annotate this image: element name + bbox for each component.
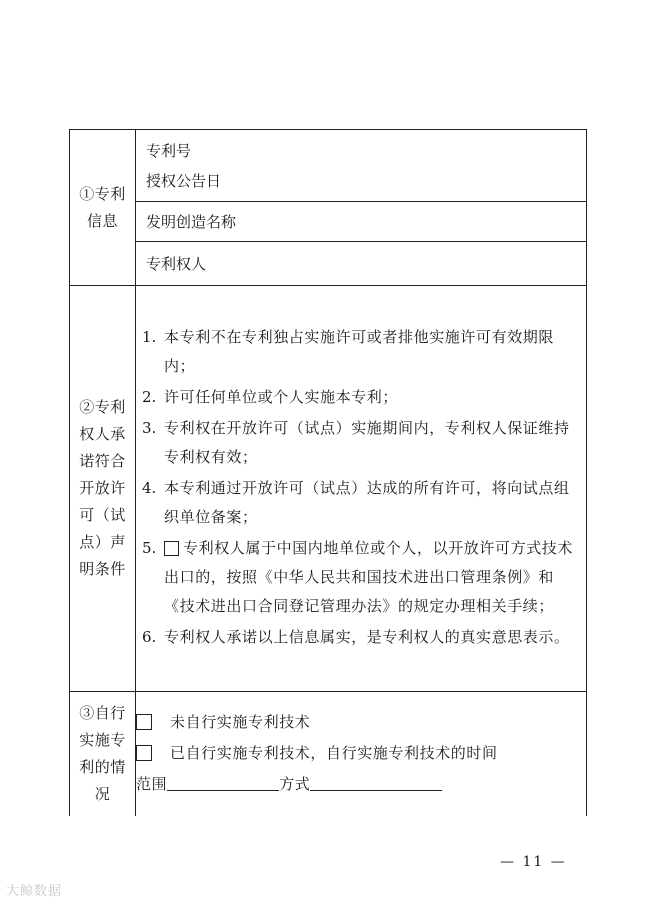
label-line: 信息 [86, 211, 118, 230]
item-text-with-checkbox [164, 534, 576, 621]
patent-number-grant-date-cell[interactable] [136, 130, 587, 202]
label-line: 明条件 [79, 560, 126, 578]
invention-name-cell[interactable] [136, 202, 587, 242]
label-line: 诺符合 [79, 452, 126, 470]
label-line: 权人承 [79, 425, 126, 443]
method-blank-field[interactable] [310, 776, 442, 791]
item-number: 4. [142, 479, 157, 497]
item-text: 许可任何单位或个人实施本专利； [164, 388, 399, 406]
list-item [142, 623, 576, 652]
item-number: 1. [142, 328, 157, 346]
label-line: ①专利 [79, 184, 126, 203]
label-line: 利的情 [79, 757, 126, 776]
item-text: 专利权在开放许可（试点）实施期间内，专利权人保证维持专利权有效； [164, 419, 570, 466]
list-item [142, 474, 576, 532]
list-item [142, 414, 576, 472]
license-declaration-form [69, 129, 587, 816]
option-implemented [136, 738, 586, 769]
item-number: 2. [142, 388, 157, 406]
label-line: ③自行 [79, 703, 126, 722]
label-line: 可（试 [79, 506, 126, 524]
patentee-label: 专利权人 [146, 254, 207, 273]
item-text: 专利权人属于中国内地单位或个人，以开放许可方式技术出口的，按照《中华人民共和国技术进出口管理条例》和《技术进出口合同登记管理办法》的规定办理相关手续； [164, 539, 574, 615]
item-text: 本专利通过开放许可（试点）达成的所有许可，将向试点组织单位备案； [164, 479, 570, 526]
list-item [142, 534, 576, 621]
option-label: 已自行实施专利技术，自行实施专利技术的时间 [170, 744, 498, 763]
declaration-label [70, 286, 136, 692]
not-implemented-checkbox[interactable] [136, 714, 152, 730]
self-implementation-label [70, 692, 136, 816]
item-number: 5. [142, 539, 157, 557]
item-text: 本专利不在专利独占实施许可或者排他实施许可有效期限内； [164, 328, 555, 375]
watermark-text: 大鲸数据 [6, 884, 63, 899]
label-line: 开放许 [79, 479, 126, 497]
self-implementation-cell [136, 692, 587, 816]
item-number: 3. [142, 419, 157, 437]
label-line: 实施专 [79, 730, 126, 749]
patentee-cell[interactable] [136, 242, 587, 286]
label-line: 点）声 [79, 533, 126, 551]
grant-date-label: 授权公告日 [146, 171, 222, 190]
list-item [142, 323, 576, 381]
item-number: 6. [142, 628, 157, 646]
scope-method-row [136, 769, 586, 800]
option-not-implemented [136, 707, 586, 738]
scope-blank-field[interactable] [167, 776, 279, 791]
label-line: 况 [94, 784, 111, 803]
option-label: 未自行实施专利技术 [170, 713, 311, 732]
page-number: — 11 — [500, 854, 567, 870]
method-label: 方式 [279, 775, 311, 794]
item-text: 专利权人承诺以上信息属实，是专利权人的真实意思表示。 [164, 628, 570, 646]
export-checkbox[interactable] [164, 541, 179, 556]
declaration-list [136, 315, 586, 662]
invention-name-label: 发明创造名称 [146, 212, 237, 231]
label-line: ②专利 [79, 398, 126, 416]
declaration-conditions-cell [136, 286, 587, 692]
patent-number-label: 专利号 [146, 141, 192, 160]
implemented-checkbox[interactable] [136, 745, 152, 761]
list-item [142, 383, 576, 412]
patent-info-label [70, 130, 136, 286]
scope-label: 范围 [136, 775, 168, 794]
